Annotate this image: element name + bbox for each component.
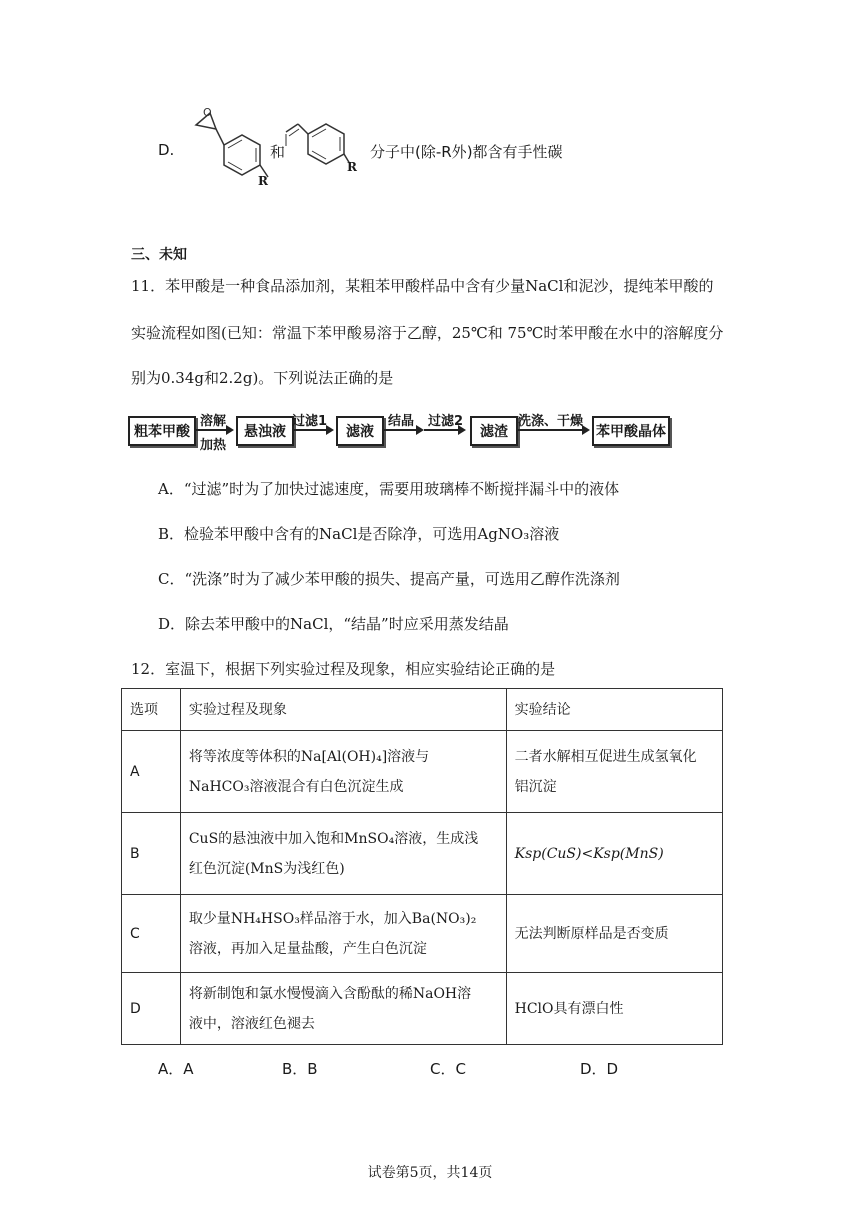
flow-arrow-4 — [424, 429, 464, 431]
flow-step-dissolve: 溶解 — [200, 414, 227, 429]
flow-step-heat: 加热 — [200, 438, 227, 453]
row-a-option: A — [122, 731, 181, 813]
flow-step-wash-dry: 洗涤、干燥 — [518, 414, 584, 429]
table-header-row — [122, 689, 723, 731]
flow-step-filter1: 过滤1 — [292, 414, 328, 429]
row-d-process — [180, 973, 506, 1045]
row-c-option: C — [122, 895, 181, 973]
row-b-conclusion: Ksp(CuS)<Ksp(MnS) — [506, 813, 722, 895]
q11-stem-2: 实验流程如图(已知：常温下苯甲酸易溶于乙醇，25℃和 75℃时苯甲酸在水中的溶解度分 — [131, 324, 724, 342]
row-d-process-2: 液中，溶液红色褪去 — [188, 1015, 315, 1032]
q12-stem: 12．室温下，根据下列实验过程及现象，相应实验结论正确的是 — [131, 660, 556, 678]
flow-step-filter2: 过滤2 — [428, 414, 464, 429]
answer-d: D．D — [580, 1060, 619, 1078]
r-label-2: R — [347, 160, 357, 174]
flow-arrow-2 — [292, 429, 332, 431]
row-a-process — [180, 731, 506, 813]
q10-option-d-label: D. — [158, 141, 175, 159]
row-a-process-1: 将等浓度等体积的Na[Al(OH)₄]溶液与 — [188, 748, 430, 765]
header-conclusion: 实验结论 — [506, 689, 722, 731]
q11-option-a: A．“过滤”时为了加快过滤速度，需要用玻璃棒不断搅拌漏斗中的液体 — [158, 480, 620, 498]
row-c-conclusion: 无法判断原样品是否变质 — [506, 895, 722, 973]
q11-line-1 — [131, 275, 713, 296]
row-c-process-2: 溶液，再加入足量盐酸，产生白色沉淀 — [188, 940, 427, 957]
table-row — [122, 973, 723, 1045]
answer-b: B．B — [282, 1060, 318, 1078]
section-title: 三、未知 — [131, 247, 187, 263]
q10-connector: 和 — [270, 143, 286, 161]
row-d-option: D — [122, 973, 181, 1045]
table-row — [122, 731, 723, 813]
styrene-structure — [284, 120, 364, 185]
row-b-process — [180, 813, 506, 895]
experiment-table — [121, 688, 723, 1045]
flow-diagram — [128, 404, 668, 460]
flow-arrow-3 — [384, 429, 422, 431]
header-process: 实验过程及现象 — [180, 689, 506, 731]
page-footer: 试卷第5页，共14页 — [367, 1165, 493, 1181]
answer-c: C．C — [430, 1060, 466, 1078]
row-b-process-1: CuS的悬浊液中加入饱和MnSO₄溶液，生成浅 — [188, 830, 479, 847]
row-a-conclusion-2: 铝沉淀 — [514, 778, 557, 795]
q11-number: 11． — [131, 277, 166, 295]
q11-option-c: C．“洗涤”时为了减少苯甲酸的损失、提高产量，可选用乙醇作洗涤剂 — [158, 570, 620, 588]
r-label-1: R — [258, 174, 268, 188]
flow-box-crystal: 苯甲酸晶体 — [592, 416, 670, 446]
q10-option-d-text: 分子中(除-R外)都含有手性碳 — [370, 143, 563, 161]
table-row — [122, 895, 723, 973]
row-a-conclusion — [506, 731, 722, 813]
flow-arrow-5 — [518, 429, 588, 431]
header-option: 选项 — [122, 689, 181, 731]
svg-text:O: O — [203, 106, 212, 119]
row-b-process-2: 红色沉淀(MnS为浅红色) — [188, 860, 345, 877]
q11-option-d: D．除去苯甲酸中的NaCl，“结晶”时应采用蒸发结晶 — [158, 615, 509, 633]
flow-box-suspension: 悬浊液 — [236, 416, 294, 446]
flow-step-crystallize: 结晶 — [388, 414, 415, 429]
row-a-process-2: NaHCO₃溶液混合有白色沉淀生成 — [188, 778, 404, 795]
flow-box-residue: 滤渣 — [470, 416, 518, 446]
row-c-process-1: 取少量NH₄HSO₃样品溶于水，加入Ba(NO₃)₂ — [188, 910, 477, 927]
flow-box-filtrate: 滤液 — [336, 416, 384, 446]
q11-stem-3: 别为0.34g和2.2g)。下列说法正确的是 — [131, 369, 394, 387]
q11-option-b: B．检验苯甲酸中含有的NaCl是否除净，可选用AgNO₃溶液 — [158, 525, 560, 543]
q11-stem-1: 苯甲酸是一种食品添加剂，某粗苯甲酸样品中含有少量NaCl和泥沙，提纯苯甲酸的 — [165, 277, 714, 295]
table-row — [122, 813, 723, 895]
row-c-process — [180, 895, 506, 973]
answer-a: A．A — [158, 1060, 194, 1078]
row-d-conclusion: HClO具有漂白性 — [506, 973, 722, 1045]
row-b-option: B — [122, 813, 181, 895]
flow-arrow-1 — [196, 429, 232, 431]
row-a-conclusion-1: 二者水解相互促进生成氢氧化 — [514, 748, 697, 765]
row-d-process-1: 将新制饱和氯水慢慢滴入含酚酞的稀NaOH溶 — [188, 985, 472, 1002]
flow-box-crude: 粗苯甲酸 — [128, 416, 196, 446]
